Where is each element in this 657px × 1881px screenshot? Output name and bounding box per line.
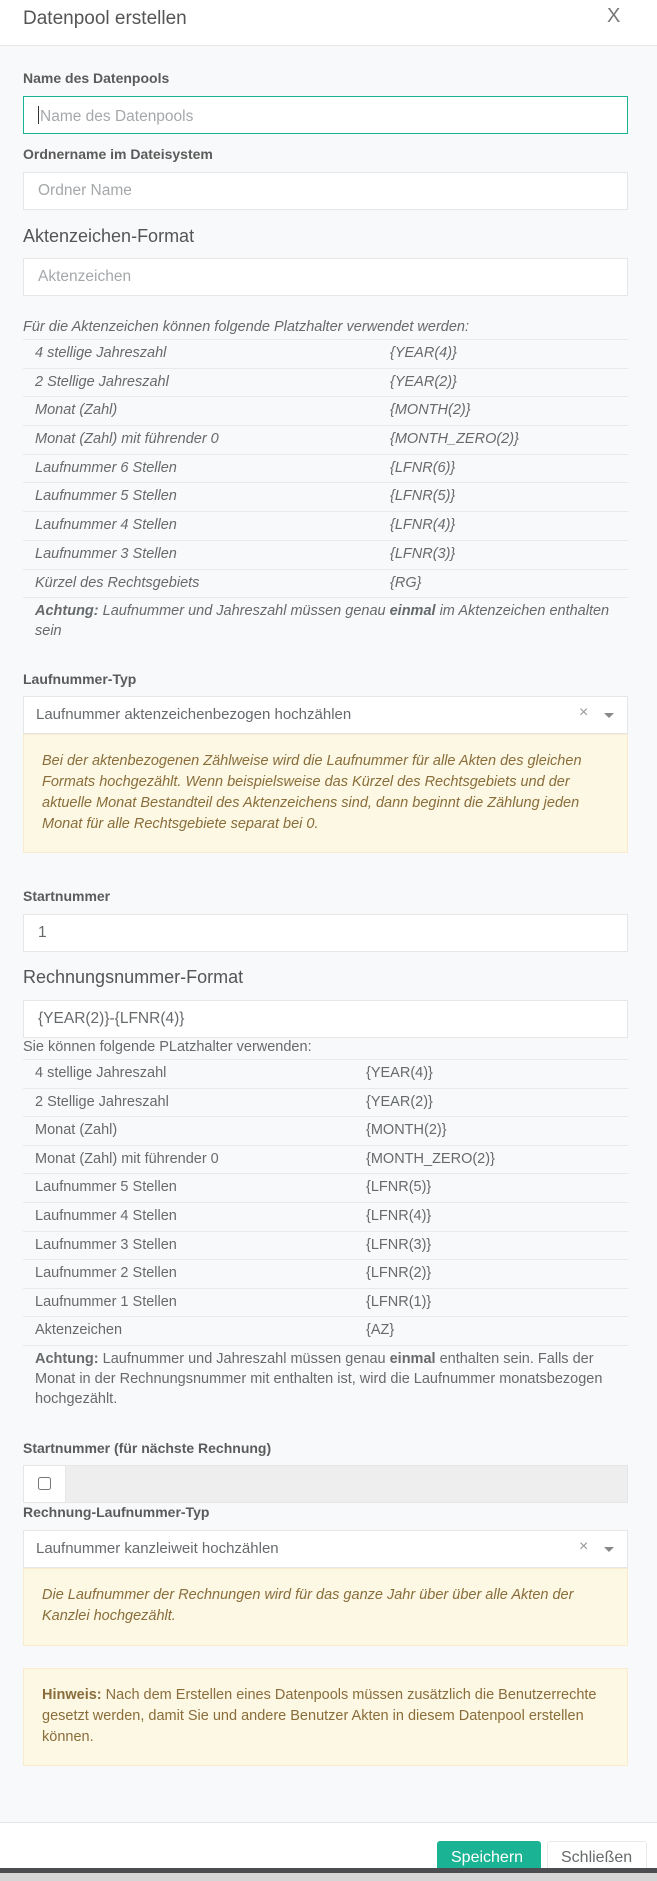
placeholder-description: Laufnummer 5 Stellen — [35, 488, 177, 505]
rn-format-input[interactable]: {YEAR(2)}-{LFNR(4)} — [23, 1000, 628, 1038]
rn-start-checkbox[interactable] — [38, 1477, 51, 1490]
placeholder-description: 2 Stellige Jahreszahl — [35, 373, 169, 390]
placeholder-row — [23, 1117, 628, 1146]
placeholder-row — [23, 1203, 628, 1232]
name-label: Name des Datenpools — [23, 70, 170, 86]
name-placeholder: Name des Datenpools — [40, 108, 194, 125]
placeholder-code: {LFNR(4)} — [390, 517, 456, 534]
dialog-title: Datenpool erstellen — [23, 8, 187, 29]
hint-text: Nach dem Erstellen eines Datenpools müssen zusätzlich die Benutzerrechte gesetzt werden, damit Sie und andere Benutzer Akten in diesem Datenpool erstellen können. — [42, 1687, 597, 1745]
placeholder-description: 4 stellige Jahreszahl — [35, 1065, 167, 1081]
placeholder-description: 4 stellige Jahreszahl — [35, 345, 167, 361]
placeholder-description: Laufnummer 4 Stellen — [35, 517, 177, 534]
lfnr-type-label: Laufnummer-Typ — [23, 671, 137, 687]
az-section-title: Aktenzeichen-Format — [23, 226, 195, 246]
placeholder-code: {MONTH(2)} — [390, 402, 471, 419]
rn-type-select[interactable] — [23, 1530, 628, 1568]
start-label: Startnummer — [23, 888, 111, 904]
folder-input[interactable] — [23, 172, 628, 210]
placeholder-code: {LFNR(1)} — [366, 1293, 432, 1310]
close-button[interactable]: Schließen — [547, 1841, 647, 1875]
save-button[interactable]: Speichern — [437, 1841, 541, 1875]
text-caret — [38, 106, 39, 124]
placeholder-description: Laufnummer 6 Stellen — [35, 459, 177, 476]
dialog-header — [0, 0, 657, 46]
placeholder-description: Laufnummer 3 Stellen — [35, 545, 177, 562]
placeholder-code: {YEAR(2)} — [366, 1093, 433, 1110]
rn-section-title: Rechnungsnummer-Format — [23, 967, 244, 987]
rn-note-text-end: enthalten sein. Falls der Monat in der Rechnungsnummer mit enthalten ist, wird die Laufnummer monatsbezogen hochgezählt. — [35, 1351, 603, 1407]
placeholder-code: {LFNR(2)} — [366, 1265, 432, 1282]
rn-type-value: Laufnummer kanzleiweit hochzählen — [36, 1540, 279, 1557]
placeholder-description: Monat (Zahl) — [35, 402, 118, 419]
placeholder-description: Laufnummer 1 Stellen — [35, 1293, 177, 1310]
chevron-down-icon[interactable] — [604, 713, 614, 718]
placeholder-row — [23, 1289, 628, 1318]
placeholder-description: Monat (Zahl) — [35, 1122, 118, 1139]
dialog-footer — [0, 1822, 657, 1868]
hint-alert — [23, 1668, 628, 1766]
placeholder-row — [23, 541, 628, 570]
placeholder-code: {YEAR(4)} — [390, 345, 457, 361]
placeholder-row — [23, 1060, 628, 1089]
name-input[interactable] — [23, 96, 628, 134]
placeholder-row — [23, 512, 628, 541]
window-bottom-bar — [0, 1873, 657, 1881]
az-warning-note — [35, 601, 620, 641]
placeholder-description: 2 Stellige Jahreszahl — [35, 1093, 169, 1110]
placeholder-code: {RG} — [390, 574, 422, 591]
placeholder-description: Aktenzeichen — [35, 1322, 123, 1339]
placeholder-row — [23, 483, 628, 512]
lfnr-type-info: Bei der aktenbezogenen Zählweise wird die Laufnummer für alle Akten des gleichen Formats hochgezählt. Wenn beispielsweise das Kürzel des Rechtsgebiets und der aktuelle Monat Bestandteil des Aktenzeichens sind, dann beginnt die Zählung jeden Monat für alle Rechtsgebiete separat bei 0. — [23, 734, 628, 853]
folder-label: Ordnername im Dateisystem — [23, 146, 213, 162]
placeholder-code: {MONTH_ZERO(2)} — [390, 431, 519, 448]
chevron-down-icon[interactable] — [604, 1547, 614, 1552]
az-note-bold: Achtung: — [35, 603, 99, 619]
close-icon[interactable]: X — [607, 5, 621, 27]
placeholder-row — [23, 397, 628, 426]
placeholder-description: Laufnummer 2 Stellen — [35, 1265, 177, 1282]
az-hint: Für die Aktenzeichen können folgende Platzhalter verwendet werden: — [23, 319, 470, 335]
rn-placeholder-table — [23, 1059, 628, 1346]
placeholder-code: {LFNR(4)} — [366, 1207, 432, 1224]
rn-start-input-group — [23, 1465, 628, 1503]
checkbox-addon — [24, 1466, 66, 1502]
placeholder-code: {MONTH_ZERO(2)} — [366, 1150, 495, 1167]
placeholder-row — [23, 455, 628, 484]
placeholder-code: {MONTH(2)} — [366, 1122, 447, 1139]
az-note-text: Laufnummer und Jahreszahl müssen genau — [98, 603, 390, 619]
rn-start-label: Startnummer (für nächste Rechnung) — [23, 1440, 272, 1456]
placeholder-row — [23, 570, 628, 599]
rn-note-emph: einmal — [389, 1351, 436, 1367]
placeholder-row — [23, 340, 628, 369]
placeholder-code: {LFNR(5)} — [366, 1179, 432, 1196]
placeholder-row — [23, 1089, 628, 1118]
placeholder-row — [23, 1317, 628, 1346]
placeholder-code: {YEAR(4)} — [366, 1065, 433, 1081]
placeholder-description: Monat (Zahl) mit führender 0 — [35, 1150, 219, 1167]
placeholder-code: {LFNR(3)} — [390, 545, 456, 562]
placeholder-code: {LFNR(5)} — [390, 488, 456, 505]
rn-type-label: Rechnung-Laufnummer-Typ — [23, 1504, 210, 1520]
az-placeholder-table — [23, 339, 628, 598]
placeholder-description: Monat (Zahl) mit führender 0 — [35, 431, 219, 448]
placeholder-code: {LFNR(6)} — [390, 459, 456, 476]
placeholder-row — [23, 1260, 628, 1289]
placeholder-description: Kürzel des Rechtsgebiets — [35, 574, 200, 591]
placeholder-description: Laufnummer 4 Stellen — [35, 1207, 177, 1224]
placeholder-code: {LFNR(3)} — [366, 1236, 432, 1253]
az-note-text-end: im Aktenzeichen enthalten sein — [35, 603, 610, 639]
rn-type-info: Die Laufnummer der Rechnungen wird für das ganze Jahr über über alle Akten der Kanzlei hochgezählt. — [23, 1568, 628, 1646]
placeholder-row — [23, 426, 628, 455]
lfnr-type-select[interactable] — [23, 696, 628, 734]
placeholder-description: Laufnummer 5 Stellen — [35, 1179, 177, 1196]
placeholder-code: {AZ} — [366, 1322, 395, 1339]
az-input[interactable] — [23, 258, 628, 296]
clear-icon[interactable]: × — [579, 704, 589, 721]
placeholder-code: {YEAR(2)} — [390, 373, 457, 390]
lfnr-type-value: Laufnummer aktenzeichenbezogen hochzählen — [36, 706, 352, 723]
rn-note-text: Laufnummer und Jahreszahl müssen genau — [98, 1351, 390, 1367]
placeholder-row — [23, 1174, 628, 1203]
placeholder-row — [23, 369, 628, 398]
rn-warning-note — [35, 1349, 620, 1409]
placeholder-row — [23, 1146, 628, 1175]
placeholder-description: Laufnummer 3 Stellen — [35, 1236, 177, 1253]
rn-note-bold: Achtung: — [35, 1351, 99, 1367]
start-input[interactable]: 1 — [23, 914, 628, 952]
hint-bold: Hinweis: — [42, 1687, 102, 1703]
rn-hint: Sie können folgende PLatzhalter verwenden: — [23, 1039, 312, 1055]
clear-icon[interactable]: × — [579, 1538, 589, 1555]
az-note-emph: einmal — [389, 603, 436, 619]
folder-placeholder: Ordner Name — [38, 182, 132, 199]
az-placeholder: Aktenzeichen — [38, 268, 132, 285]
placeholder-row — [23, 1232, 628, 1261]
